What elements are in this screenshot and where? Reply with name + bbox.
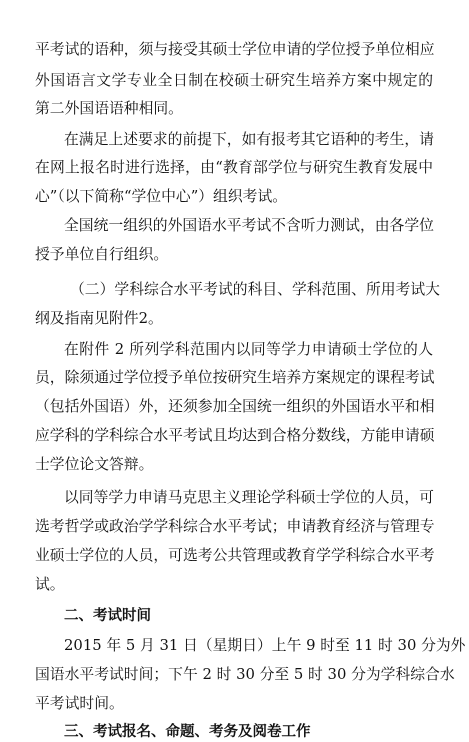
text-line: 纲及指南见附件2。 — [35, 310, 163, 327]
text-line: （包括外国语）外，还须参加全国统一组织的外国语水平和相 — [35, 398, 435, 415]
text-line: 应学科的学科综合水平考试且均达到合格分数线，方能申请硕 — [35, 427, 435, 444]
text-line: 在附件 2 所列学科范围内以同等学力申请硕士学位的人 — [64, 341, 433, 358]
text-line: 在满足上述要求的前提下，如有报考其它语种的考生，请 — [64, 131, 434, 148]
text-line: 国语水平考试时间；下午 2 时 30 分至 5 时 30 分为学科综合水 — [35, 666, 455, 683]
text-line: 士学位论文答辩。 — [35, 456, 154, 473]
text-line: 员，除须通过学位授予单位按研究生培养方案规定的课程考试 — [35, 369, 435, 386]
text-line: 外国语言文学专业全日制在校硕士研究生培养方案中规定的 — [35, 72, 433, 89]
text-line: 平考试的语种，须与接受其硕士学位申请的学位授予单位相应 — [35, 41, 435, 58]
text-line: 选考哲学或政治学学科综合水平考试；申请教育经济与管理专 — [35, 518, 435, 535]
section-heading: 三、考试报名、命题、考务及阅卷工作 — [64, 724, 311, 740]
text-line: 以同等学力申请马克思主义理论学科硕士学位的人员，可 — [64, 489, 434, 506]
text-line: 业硕士学位的人员，可选考公共管理或教育学学科综合水平考 — [35, 547, 435, 564]
text-line: 2015 年 5 月 31 日（星期日）上午 9 时至 11 时 30 分为外 — [64, 637, 466, 654]
text-line: 在网上报名时进行选择，由“教育部学位与研究生教育发展中 — [35, 159, 433, 176]
text-line: 试。 — [35, 576, 65, 593]
text-line: 心”（以下简称“学位中心”）组织考试。 — [35, 188, 288, 205]
text-line: 平考试时间。 — [35, 695, 124, 712]
section-heading-2-1: （二）学科综合水平考试的科目、学科范围、所用考试大 — [70, 281, 440, 298]
text-line: 授予单位自行组织。 — [35, 246, 169, 263]
text-line: 第二外国语语种相同。 — [35, 100, 183, 117]
text-line: 全国统一组织的外国语水平考试不含听力测试，由各学位 — [64, 217, 434, 234]
section-heading: 二、考试时间 — [64, 608, 151, 624]
